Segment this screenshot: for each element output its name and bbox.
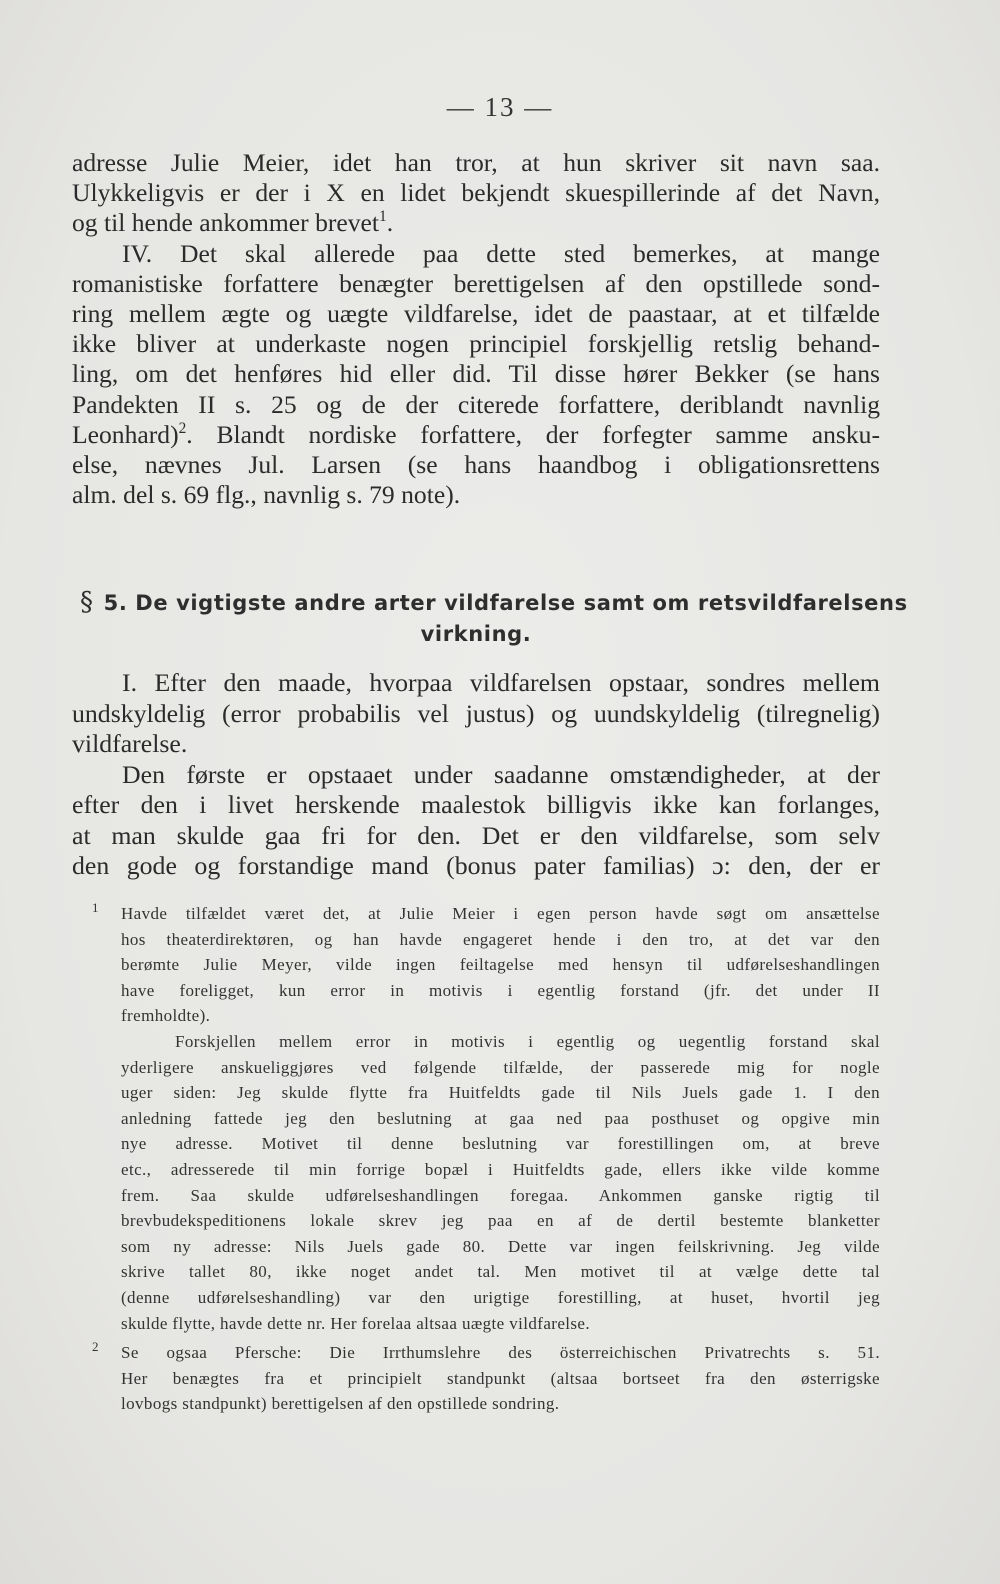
footnote-line: brevbudekspeditionens lokale skrev jeg paa en af de dertil bestemte blanketter — [121, 1211, 880, 1231]
body-paragraph-block-2 — [72, 668, 880, 882]
section-heading-line-2: virkning. — [420, 622, 532, 646]
footnote-ref-1: 1 — [379, 208, 387, 226]
footnote-line: hos theaterdirektøren, og han havde engageret hende i den tro, at det var den — [121, 929, 880, 949]
text-line: Pandekten II s. 25 og de der citerede forfattere, deriblandt navnlig — [72, 389, 880, 419]
text-line: adresse Julie Meier, idet han tror, at hun skriver sit navn saa. — [72, 148, 880, 177]
footnote-line: lovbogs standpunkt) berettigelsen af den opstillede sondring. — [121, 1394, 560, 1414]
footnote-ref-2: 2 — [178, 419, 187, 437]
footnote-line: skrive tallet 80, ikke noget andet tal. Men motivet til at vælge dette tal — [121, 1262, 880, 1282]
text-line: alm. del s. 69 flg., navnlig s. 79 note). — [72, 480, 461, 510]
text-line: ling, om det henføres hid eller did. Til disse hører Bekker (se hans — [72, 359, 880, 389]
footnote-line: etc., adresserede til min forrige bopæl i Huitfeldts gade, ellers ikke vilde komme — [121, 1159, 880, 1179]
footnote-marker: 1 — [92, 900, 99, 915]
footnote-marker: 2 — [92, 1339, 99, 1355]
footnotes — [92, 901, 880, 1417]
footnote-2 — [92, 1340, 880, 1417]
section-heading-line-1: § 5. De vigtigste andre arter vildfarelse samt om retsvildfarelsens — [80, 587, 908, 617]
text-line: og til hende ankommer brevet$^1$. — [72, 208, 394, 238]
footnote-line: skulde flytte, havde dette nr. Her forelaa altsaa uægte vildfarelse. — [121, 1313, 591, 1333]
text-line: else, nævnes Jul. Larsen (se hans haandbog i obligationsrettens — [72, 450, 880, 480]
footnote-line: nye adresse. Motivet til denne beslutning var forestillingen om, at breve — [121, 1134, 880, 1154]
footnote-line: uger siden: Jeg skulde flytte fra Huitfeldts gade til Nils Juels gade 1. I den — [121, 1083, 880, 1103]
text-line: ikke bliver at underkaste nogen principiel forskjellig retslig behand- — [72, 329, 880, 359]
footnote-line: have foreligget, kun error in motivis i egentlig forstand (jfr. det under II — [121, 980, 880, 1000]
footnote-line: anledning fattede jeg den beslutning at gaa ned paa posthuset og opgive min — [121, 1108, 880, 1128]
footnote-line: (denne udførelseshandling) var den urigtige forestilling, at huset, hvortil jeg — [121, 1287, 880, 1307]
text-line: vildfarelse. — [72, 729, 188, 758]
text-line: undskyldelig (error probabilis vel justus) og uundskyldelig (tilregnelig) — [72, 698, 880, 728]
text-line: efter den i livet herskende maalestok billigvis ikke kan forlanges, — [72, 790, 880, 819]
footnote-line: Havde tilfældet været det, at Julie Meier i egen person havde søgt om ansættelse — [121, 904, 880, 923]
text-line: at man skulde gaa fri for den. Det er den vildfarelse, som selv — [72, 820, 880, 850]
footnote-line: som ny adresse: Nils Juels gade 80. Dette var ingen feilskrivning. Jeg vilde — [121, 1236, 880, 1256]
footnote-line: berømte Julie Meyer, vilde ingen feiltagelse med hensyn til udførelseshandlingen — [121, 955, 880, 975]
body-paragraph-block-1 — [72, 148, 880, 510]
text-line: romanistiske forfattere benægter berettigelsen af den opstillede sond- — [72, 268, 880, 298]
text-line: Den første er opstaaet under saadanne omstændigheder, at der — [122, 759, 880, 789]
text-line: I. Efter den maade, hvorpaa vildfarelsen opstaar, sondres mellem — [122, 668, 880, 697]
section-mark: § — [80, 587, 94, 617]
section-heading — [72, 587, 908, 650]
footnote-line: frem. Saa skulde udførelseshandlingen foregaa. Ankommen ganske rigtig til — [121, 1185, 880, 1205]
footnote-line: Se ogsaa Pfersche: Die Irrthumslehre des österreichischen Privatrechts s. 51. — [121, 1343, 880, 1363]
text-line: den gode og forstandige mand (bonus pater familias) ɔ: den, der er — [72, 851, 880, 880]
text-line: ring mellem ægte og uægte vildfarelse, idet de paastaar, at et tilfælde — [72, 299, 880, 329]
footnote-line: Her benægtes fra et principielt standpunkt (altsaa bortseet fra den østerrigske — [121, 1368, 880, 1388]
page-number: — 13 — — [446, 92, 554, 122]
footnote-line: Forskjellen mellem error in motivis i egentlig og uegentlig forstand skal — [175, 1031, 880, 1051]
text-line: Leonhard)$^2$. Blandt nordiske forfattere, der forfegter samme ansku- — [72, 419, 880, 449]
footnote-1 — [92, 901, 880, 1336]
footnote-line: yderligere anskueliggjøres ved følgende tilfælde, der passerede mig for nogle — [121, 1057, 880, 1077]
text-line: IV. Det skal allerede paa dette sted bemerkes, at mange — [122, 238, 880, 268]
footnote-line: fremholdte). — [121, 1006, 211, 1026]
text-line: Ulykkeligvis er der i X en lidet bekjendt skuespillerinde af det Navn, — [72, 178, 880, 208]
